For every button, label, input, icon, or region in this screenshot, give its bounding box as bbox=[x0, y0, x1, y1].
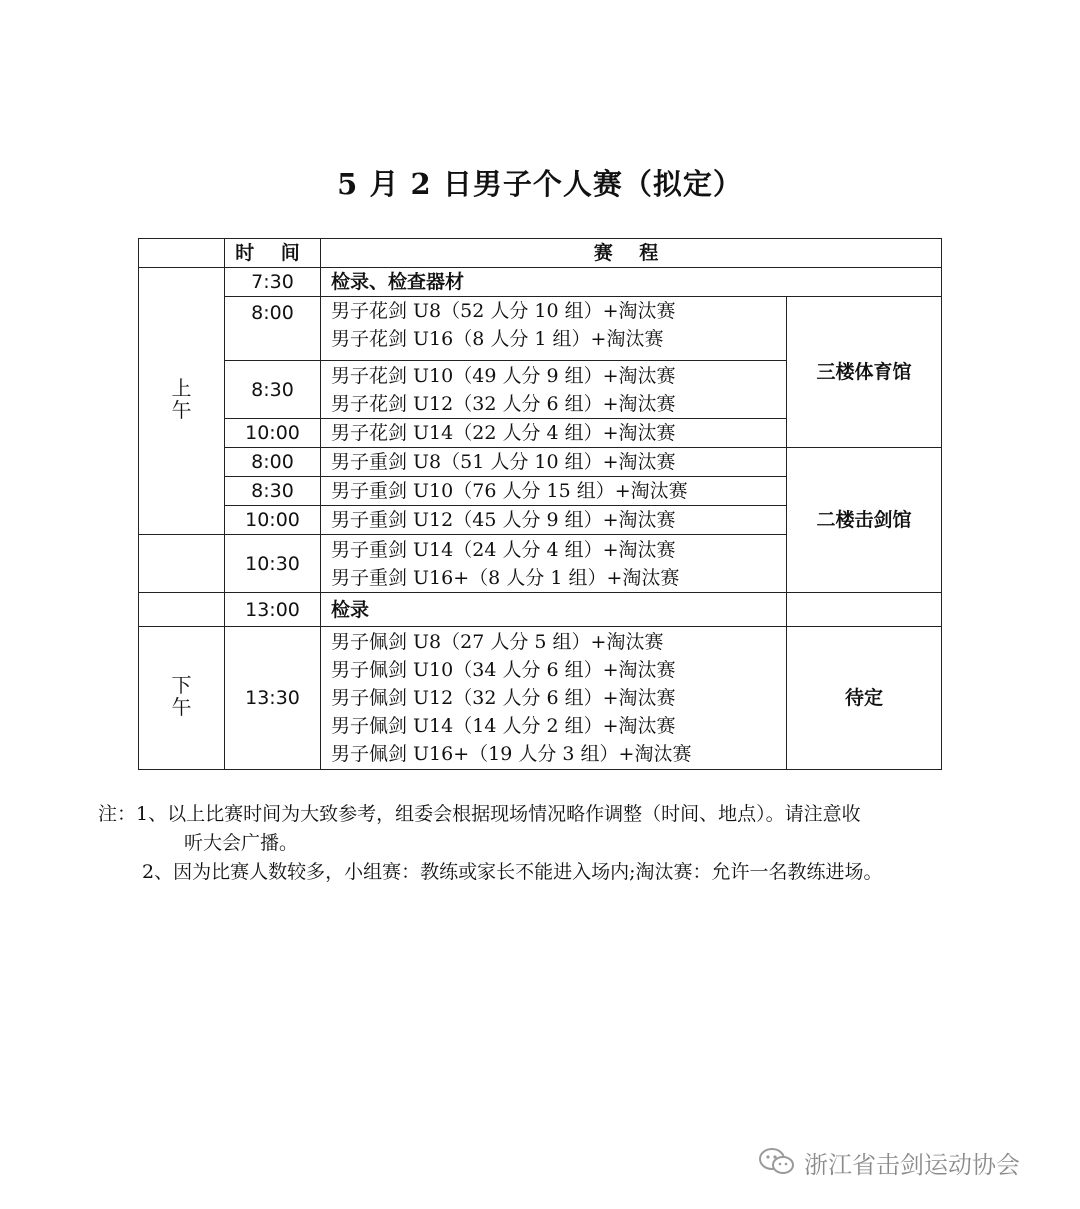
event-line: 男子花剑 U16（8 人分 1 组）+淘汰赛 bbox=[331, 328, 664, 350]
row-events bbox=[321, 535, 787, 593]
wechat-icon bbox=[758, 1146, 796, 1178]
row-time: 8:30 bbox=[225, 361, 321, 419]
event-line: 男子重剑 U8（51 人分 10 组）+淘汰赛 bbox=[331, 451, 676, 473]
period-afternoon-label: 下午 bbox=[171, 673, 192, 719]
period-empty bbox=[139, 535, 225, 593]
event-line: 男子重剑 U12（45 人分 9 组）+淘汰赛 bbox=[331, 509, 676, 531]
row-time: 13:30 bbox=[225, 627, 321, 770]
note-2: 2、因为比赛人数较多，小组赛：教练或家长不能进入场内;淘汰赛：允许一名教练进场。 bbox=[142, 861, 883, 883]
event-line: 男子佩剑 U10（34 人分 6 组）+淘汰赛 bbox=[331, 659, 676, 681]
row-events bbox=[321, 448, 787, 477]
event-line: 男子佩剑 U12（32 人分 6 组）+淘汰赛 bbox=[331, 687, 676, 709]
row-events bbox=[321, 268, 942, 297]
header-schedule: 赛 程 bbox=[321, 239, 942, 268]
event-line: 男子花剑 U14（22 人分 4 组）+淘汰赛 bbox=[331, 422, 676, 444]
page-title: 5 月 2 日男子个人赛（拟定） bbox=[337, 167, 743, 201]
event-line: 检录 bbox=[331, 598, 370, 621]
event-line: 男子重剑 U16+（8 人分 1 组）+淘汰赛 bbox=[331, 566, 680, 589]
header-time: 时 间 bbox=[225, 239, 321, 268]
table-row bbox=[139, 593, 942, 627]
venue-second-floor: 二楼击剑馆 bbox=[787, 448, 942, 593]
event-line: 男子佩剑 U16+（19 人分 3 组）+淘汰赛 bbox=[331, 743, 692, 765]
watermark bbox=[758, 1142, 1020, 1182]
table-header-row bbox=[139, 239, 942, 268]
period-morning bbox=[139, 268, 225, 535]
row-events bbox=[321, 593, 787, 627]
row-time: 10:00 bbox=[225, 419, 321, 448]
note-1 bbox=[98, 800, 998, 858]
venue-empty bbox=[787, 593, 942, 627]
row-time: 10:30 bbox=[225, 535, 321, 593]
row-events bbox=[321, 506, 787, 535]
table-row bbox=[139, 448, 942, 477]
row-events bbox=[321, 627, 787, 770]
row-events bbox=[321, 297, 787, 361]
event-line: 男子花剑 U10（49 人分 9 组）+淘汰赛 bbox=[331, 364, 676, 387]
row-time: 8:00 bbox=[225, 448, 321, 477]
note-1-continuation: 听大会广播。 bbox=[184, 832, 299, 854]
header-empty bbox=[139, 239, 225, 268]
table-row bbox=[139, 268, 942, 297]
row-events bbox=[321, 419, 787, 448]
row-time: 7:30 bbox=[225, 268, 321, 297]
event-line: 男子花剑 U12（32 人分 6 组）+淘汰赛 bbox=[331, 392, 676, 415]
row-time: 13:00 bbox=[225, 593, 321, 627]
row-time: 8:00 bbox=[225, 297, 321, 361]
event-line: 男子重剑 U14（24 人分 4 组）+淘汰赛 bbox=[331, 538, 676, 561]
watermark-text: 浙江省击剑运动协会 bbox=[804, 1150, 1020, 1179]
note-1-text: 注：1、以上比赛时间为大致参考，组委会根据现场情况略作调整（时间、地点）。请注意收 bbox=[98, 803, 861, 825]
event-line: 男子重剑 U10（76 人分 15 组）+淘汰赛 bbox=[331, 480, 688, 502]
period-empty bbox=[139, 593, 225, 627]
schedule-table bbox=[138, 238, 942, 770]
period-afternoon bbox=[139, 627, 225, 770]
row-time: 10:00 bbox=[225, 506, 321, 535]
event-line: 男子花剑 U8（52 人分 10 组）+淘汰赛 bbox=[331, 300, 676, 322]
notes bbox=[98, 800, 998, 887]
event-line: 男子佩剑 U14（14 人分 2 组）+淘汰赛 bbox=[331, 715, 676, 737]
row-events bbox=[321, 477, 787, 506]
event-line: 男子佩剑 U8（27 人分 5 组）+淘汰赛 bbox=[331, 631, 664, 653]
period-morning-label: 上午 bbox=[171, 376, 192, 422]
row-events bbox=[321, 361, 787, 419]
event-line: 检录、检查器材 bbox=[331, 271, 465, 293]
venue-third-floor: 三楼体育馆 bbox=[787, 297, 942, 448]
table-row bbox=[139, 627, 942, 770]
row-time: 8:30 bbox=[225, 477, 321, 506]
venue-tbd: 待定 bbox=[787, 627, 942, 770]
table-row bbox=[139, 297, 942, 361]
